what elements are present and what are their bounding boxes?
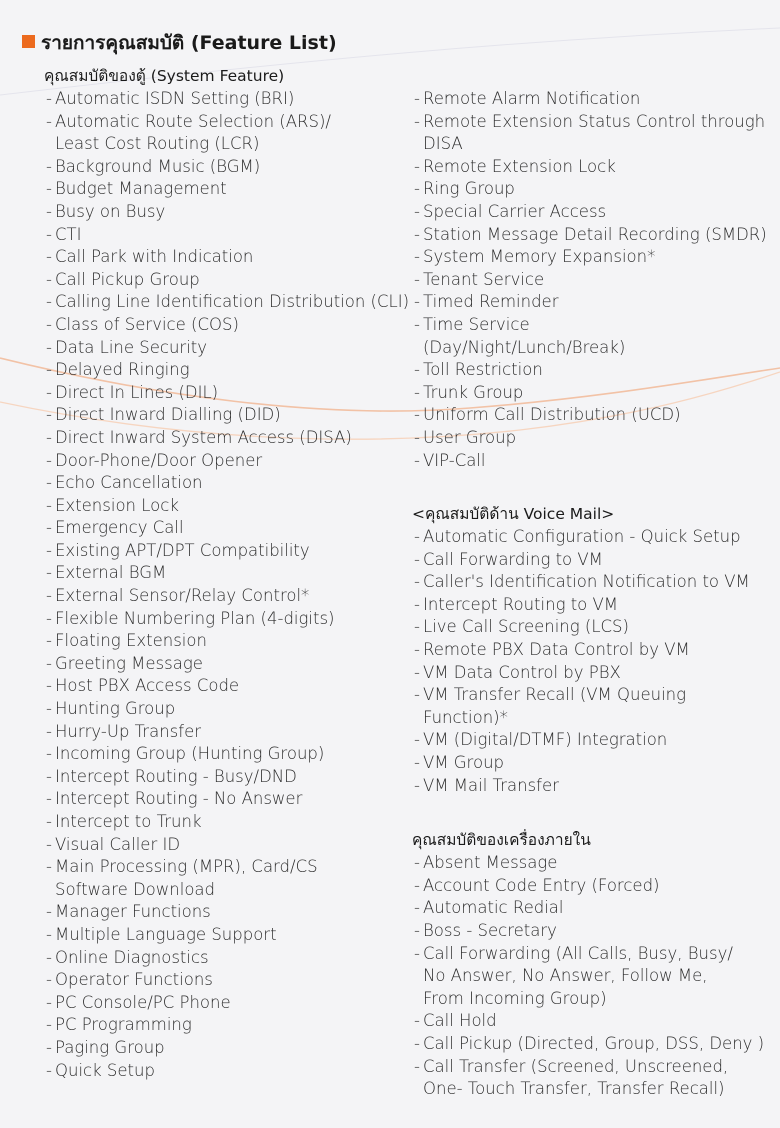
list-item: - Toll Restriction xyxy=(412,359,772,382)
list-item-continuation: One- Touch Transfer, Transfer Recall) xyxy=(423,1079,725,1099)
list-item: - Boss - Secretary xyxy=(412,920,772,943)
list-item: - Floating Extension xyxy=(44,630,394,653)
list-item: - Special Carrier Access xyxy=(412,201,772,224)
list-item: - VM Data Control by PBX xyxy=(412,662,772,685)
list-item: - Door-Phone/Door Opener xyxy=(44,450,394,473)
list-item-continuation: From Incoming Group) xyxy=(423,988,607,1008)
list-item: - Quick Setup xyxy=(44,1060,394,1083)
list-item: - Background Music (BGM) xyxy=(44,156,394,179)
list-item: - Call Pickup (Directed, Group, DSS, Deny ) xyxy=(412,1033,772,1056)
list-item: - Online Diagnostics xyxy=(44,947,394,970)
system-feature-heading: คุณสมบัติของตู้ (System Feature) xyxy=(44,67,285,85)
list-item: - Paging Group xyxy=(44,1037,394,1060)
list-item-continuation: Software Download xyxy=(55,879,215,899)
page-title-text: รายการคุณสมบัติ (Feature List) xyxy=(41,32,337,54)
list-item: - Uniform Call Distribution (UCD) xyxy=(412,404,772,427)
extension-feature-heading: คุณสมบัติของเครื่องภายใน xyxy=(412,831,591,850)
list-item: - Incoming Group (Hunting Group) xyxy=(44,743,394,766)
system-feature-list xyxy=(44,88,410,1082)
extension-feature-list xyxy=(412,852,772,1101)
list-item: - Busy on Busy xyxy=(44,201,394,224)
section-spacer xyxy=(412,472,772,503)
section-spacer xyxy=(412,797,772,829)
list-item: - Intercept Routing - No Answer xyxy=(44,788,394,811)
list-item: - Host PBX Access Code xyxy=(44,675,394,698)
list-item: - VM Mail Transfer xyxy=(412,775,772,798)
system-feature-cont-list xyxy=(412,88,772,472)
list-item: - Timed Reminder xyxy=(412,291,772,314)
list-item-continuation: DISA xyxy=(423,134,463,154)
list-item: - Intercept Routing to VM xyxy=(412,594,772,617)
list-item: - External BGM xyxy=(44,562,394,585)
list-item: - Delayed Ringing xyxy=(44,359,394,382)
list-item: - Flexible Numbering Plan (4-digits) xyxy=(44,608,394,631)
list-item: - Remote Extension Lock xyxy=(412,156,772,179)
list-item: - External Sensor/Relay Control* xyxy=(44,585,394,608)
list-item: - Data Line Security xyxy=(44,337,394,360)
list-item: - CTI xyxy=(44,224,394,247)
list-item: - Intercept Routing - Busy/DND xyxy=(44,766,394,789)
list-item: - PC Console/PC Phone xyxy=(44,992,394,1015)
list-item: - User Group xyxy=(412,427,772,450)
list-item: - Station Message Detail Recording (SMDR) xyxy=(412,224,772,247)
list-item: - Class of Service (COS) xyxy=(44,314,394,337)
list-item: - PC Programming xyxy=(44,1014,394,1037)
list-item: - Operator Functions xyxy=(44,969,394,992)
list-item: - Call Hold xyxy=(412,1010,772,1033)
list-item: - Intercept to Trunk xyxy=(44,811,394,834)
system-feature-column xyxy=(44,65,410,1082)
voice-mail-list xyxy=(412,526,772,797)
list-item: - Visual Caller ID xyxy=(44,834,394,857)
page-title xyxy=(22,28,337,58)
list-item: - Absent Message xyxy=(412,852,772,875)
list-item: - Call Forwarding (All Calls, Busy, Busy/ xyxy=(412,943,772,966)
list-item: - Automatic ISDN Setting (BRI) xyxy=(44,88,394,111)
list-item: - Direct Inward Dialling (DID) xyxy=(44,404,394,427)
voice-mail-heading: <คุณสมบัติด้าน Voice Mail> xyxy=(412,505,615,524)
list-item: - Echo Cancellation xyxy=(44,472,394,495)
list-item-continuation: Function)* xyxy=(423,707,508,727)
list-item: - Automatic Route Selection (ARS)/ xyxy=(44,111,394,134)
list-item: - Budget Management xyxy=(44,178,394,201)
list-item: - VM (Digital/DTMF) Integration xyxy=(412,729,772,752)
list-item: - Manager Functions xyxy=(44,901,394,924)
list-item: - Call Park with Indication xyxy=(44,246,394,269)
list-item: - Direct In Lines (DIL) xyxy=(44,382,394,405)
list-item: - Remote PBX Data Control by VM xyxy=(412,639,772,662)
list-item: - Live Call Screening (LCS) xyxy=(412,616,772,639)
list-item: - Existing APT/DPT Compatibility xyxy=(44,540,394,563)
right-column xyxy=(412,88,772,1101)
list-item: - Extension Lock xyxy=(44,495,394,518)
list-item: - Direct Inward System Access (DISA) xyxy=(44,427,394,450)
orange-square-bullet-icon xyxy=(22,35,35,48)
list-item-continuation: (Day/Night/Lunch/Break) xyxy=(423,337,626,357)
list-item: - Automatic Redial xyxy=(412,897,772,920)
list-item: - Account Code Entry (Forced) xyxy=(412,875,772,898)
list-item: - Hunting Group xyxy=(44,698,394,721)
list-item: - Caller's Identification Notification to VM xyxy=(412,571,772,594)
list-item: - Trunk Group xyxy=(412,382,772,405)
list-item: - Main Processing (MPR), Card/CS xyxy=(44,856,394,879)
list-item: - Call Transfer (Screened, Unscreened, xyxy=(412,1056,772,1079)
list-item: - VIP-Call xyxy=(412,450,772,473)
list-item: - Tenant Service xyxy=(412,269,772,292)
list-item: - System Memory Expansion* xyxy=(412,246,772,269)
list-item: - Time Service xyxy=(412,314,772,337)
list-item: - Multiple Language Support xyxy=(44,924,394,947)
list-item: - Remote Extension Status Control through xyxy=(412,111,772,134)
list-item-continuation: No Answer, No Answer, Follow Me, xyxy=(423,966,708,986)
list-item: - Emergency Call xyxy=(44,517,394,540)
list-item: - Automatic Configuration - Quick Setup xyxy=(412,526,772,549)
list-item: - VM Group xyxy=(412,752,772,775)
list-item: - Greeting Message xyxy=(44,653,394,676)
list-item-continuation: Least Cost Routing (LCR) xyxy=(55,134,260,154)
list-item: - Call Pickup Group xyxy=(44,269,394,292)
list-item: - Calling Line Identification Distribution (CLI) xyxy=(44,291,394,314)
list-item: - Hurry-Up Transfer xyxy=(44,721,394,744)
list-item: - Call Forwarding to VM xyxy=(412,549,772,572)
list-item: - Ring Group xyxy=(412,178,772,201)
list-item: - VM Transfer Recall (VM Queuing xyxy=(412,684,772,707)
list-item: - Remote Alarm Notification xyxy=(412,88,772,111)
